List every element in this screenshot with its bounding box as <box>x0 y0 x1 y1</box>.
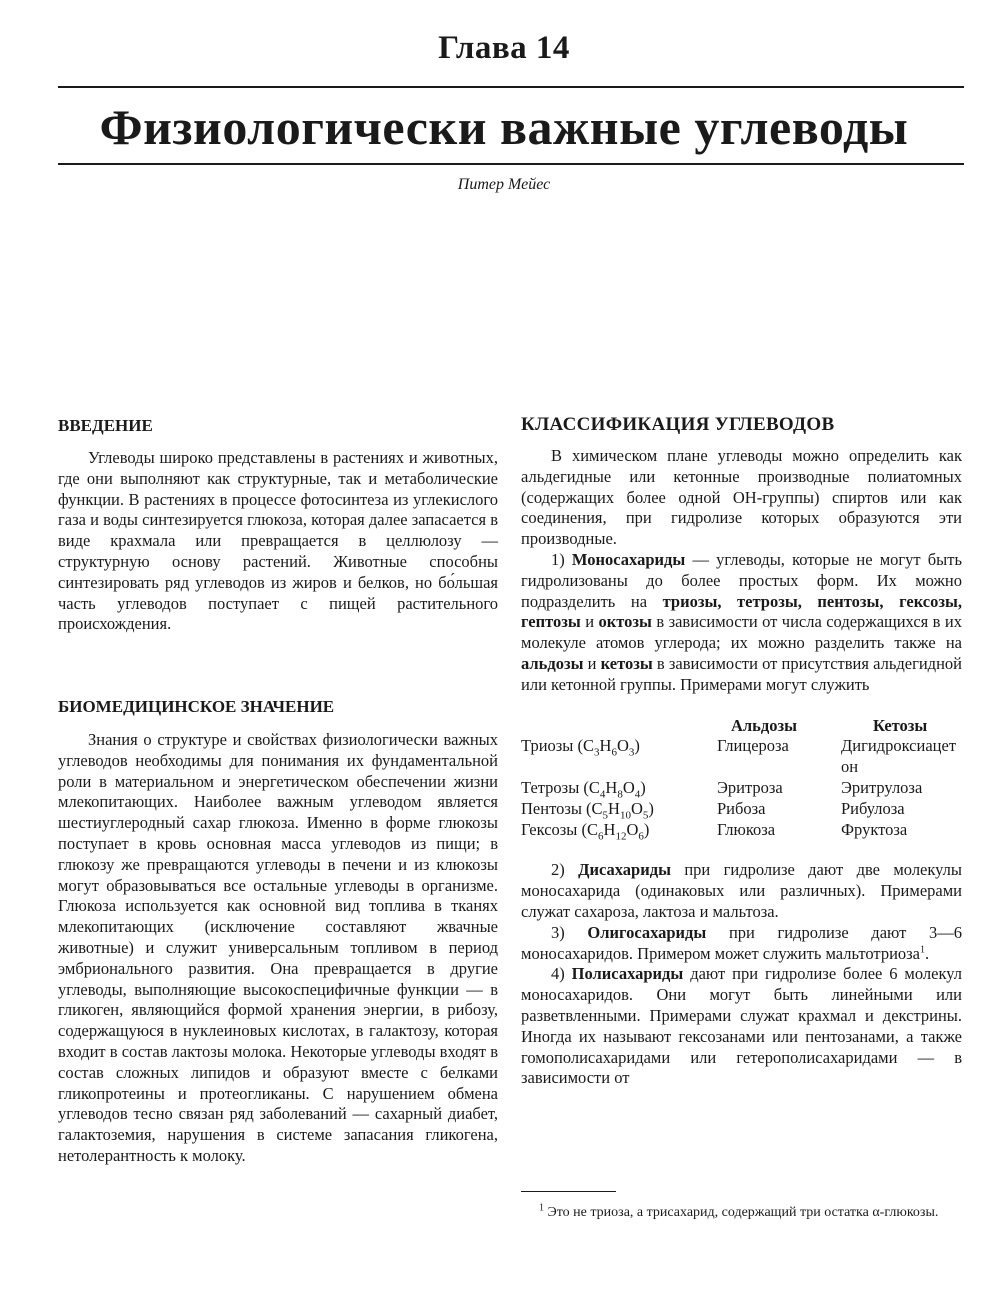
term-groups-by-carbon: триозы, тетрозы, пентозы, гексозы, гептозы <box>521 591 963 632</box>
table-row: Тетрозы $(C_4H_8O_4)$ Эритроза Эритрулоза <box>521 778 962 799</box>
disaccharides-paragraph: 2) Дисахариды при гидролизе дают две молекулы моносахарида (одинаковых или различных). Примерами служат сахароза, лактоза и мальтоза. <box>521 860 963 921</box>
row-ketose: Эритрулоза <box>841 777 923 797</box>
row-aldose: Глюкоза <box>717 819 776 839</box>
oligosaccharides-paragraph: 3) Олигосахариды при гидролизе дают 3—6 моносахаридов. Примером может служить мальтотриоза$^1$. <box>521 922 962 963</box>
section-classification <box>521 414 962 1089</box>
polysaccharides-paragraph: 4) Полисахариды дают при гидролизе более 6 молекул моносахаридов. Они могут быть линейными или разветвленными. Примерами служат крахмал и декстрины. Иногда их называют гексозанами или пентозанами, а также гомополисахаридами или гетерополисахаридами — в зависимости от <box>521 964 963 1088</box>
row-aldose: Эритроза <box>717 777 783 797</box>
term-monosaccharides: Моносахариды <box>571 549 686 569</box>
footnote-ref[interactable]: 1 <box>920 944 926 956</box>
classification-intro: В химическом плане углеводы можно определить как альдегидные или кетонные производные полиатомных (содержащих более одной ОН-группы) спиртов или как соединения, при гидролизе которых образуются эти производные. <box>521 446 962 549</box>
classification-heading: КЛАССИФИКАЦИЯ УГЛЕВОДОВ <box>521 414 835 435</box>
term-oligosaccharides: Олигосахариды <box>587 922 707 942</box>
row-aldose: Рибоза <box>717 798 766 818</box>
row-name: Тетрозы <box>521 777 580 797</box>
footnote <box>521 1203 962 1222</box>
intro-paragraph: Углеводы широко представлены в растениях и животных, где они выполняют как структурные, так и метаболические функции. В растениях в процессе фотосинтеза из углекислого газа и воды синтезируется глюкоза, которая далее запасается в виде крахмала или превращается в целлюлозу — структурную основу растений. Животные способны синтезировать ряд углеводов из жиров и белков, но бо́льшая часть углеводов поступает с пищей растительного происхождения. <box>58 448 498 634</box>
top-rule <box>58 86 964 88</box>
table-header-row <box>521 716 962 737</box>
term-aldoses: альдозы <box>521 653 584 673</box>
row-ketose: Фруктоза <box>841 819 908 839</box>
footnote-text: Это не триоза, а трисахарид, содержащий три остатка α-глюкозы. <box>544 1205 939 1220</box>
col-aldoses: Альдозы <box>731 715 798 735</box>
table-row: Гексозы $(C_6H_{12}O_6)$ Глюкоза Фруктоза <box>521 820 962 841</box>
section-intro <box>58 416 498 635</box>
footnote-rule <box>521 1191 616 1192</box>
table-row: Триозы $(C_3H_6O_3)$ Глицероза Дигидроксиацетон <box>521 736 957 777</box>
term-polysaccharides: Полисахариды <box>571 964 684 984</box>
row-ketose: Дигидроксиацетон <box>841 736 957 777</box>
bottom-rule <box>58 163 964 165</box>
col-ketoses: Кетозы <box>873 715 928 735</box>
biomed-paragraph: Знания о структуре и свойствах физиологически важных углеводов необходимы для понимания их фундаментальной роли в материальном и энергетическом обеспечении жизни млекопитающих. Наиболее важным углеводом является шестиуглеродный сахар глюкоза. Именно в форме глюкозы поступает в кровь основная масса углеводов из пищи; в глюкозу же превращаются углеводы в печени и из клюкозы могут образовываться все остальные углеводы в организме. Глюкоза используется как основной вид топлива в тканях млекопитающих (исключение составляют жвачные животные) и служит универсальным топливом в период эмбрионального развития. Она превращается в другие углеводы, выполняющие высокоспецифичные функции — в гликоген, являющийся формой хранения энергии, в рибозу, содержащуюся в нуклеиновых кислотах, в галактозу, которая входит в состав лактозы молока. Некоторые углеводы входят в состав сложных липидов и образуют вместе с белками гликопротеины и протеогликаны. С нарушением обмена углеводов тесно связан ряд заболеваний — сахарный диабет, галактоземия, нарушения в системе запасания гликогена, нетолерантность к молоку. <box>58 730 498 1165</box>
term-octoses: октозы <box>598 612 652 632</box>
table-row: Пентозы $(C_5H_{10}O_5)$ Рибоза Рибулоза <box>521 799 962 820</box>
row-name: Триозы <box>521 736 574 756</box>
term-ketoses: кетозы <box>600 653 653 673</box>
chapter-title: Физиологически важные углеводы <box>99 99 909 155</box>
item-number: 1) <box>551 549 565 569</box>
author: Питер Мейес <box>457 176 551 193</box>
chapter-number: Глава 14 <box>438 30 570 66</box>
row-name: Гексозы <box>521 819 578 839</box>
intro-heading: ВВЕДЕНИЕ <box>58 416 153 435</box>
monosaccharide-table <box>521 716 962 841</box>
term-disaccharides: Дисахариды <box>578 860 671 880</box>
row-aldose: Глицероза <box>717 736 789 756</box>
monosaccharides-paragraph: 1) Моносахариды — углеводы, которые не могут быть гидролизованы до более простых форм. Их можно подразделить на триозы, тетрозы, пентозы, гексозы, гептозы и октозы в зависимости от числа содержащихся в их молекуле атомов углерода; их можно разделить также на альдозы и кетозы в зависимости от присутствия альдегидной или кетонной группы. Примерами могут служить <box>521 549 963 694</box>
row-name: Пентозы <box>521 798 582 818</box>
row-ketose: Рибулоза <box>841 798 905 818</box>
section-biomed <box>58 697 498 1167</box>
biomed-heading: БИОМЕДИЦИНСКОЕ ЗНАЧЕНИЕ <box>58 697 335 716</box>
footnote-mark: 1 <box>539 1202 544 1214</box>
